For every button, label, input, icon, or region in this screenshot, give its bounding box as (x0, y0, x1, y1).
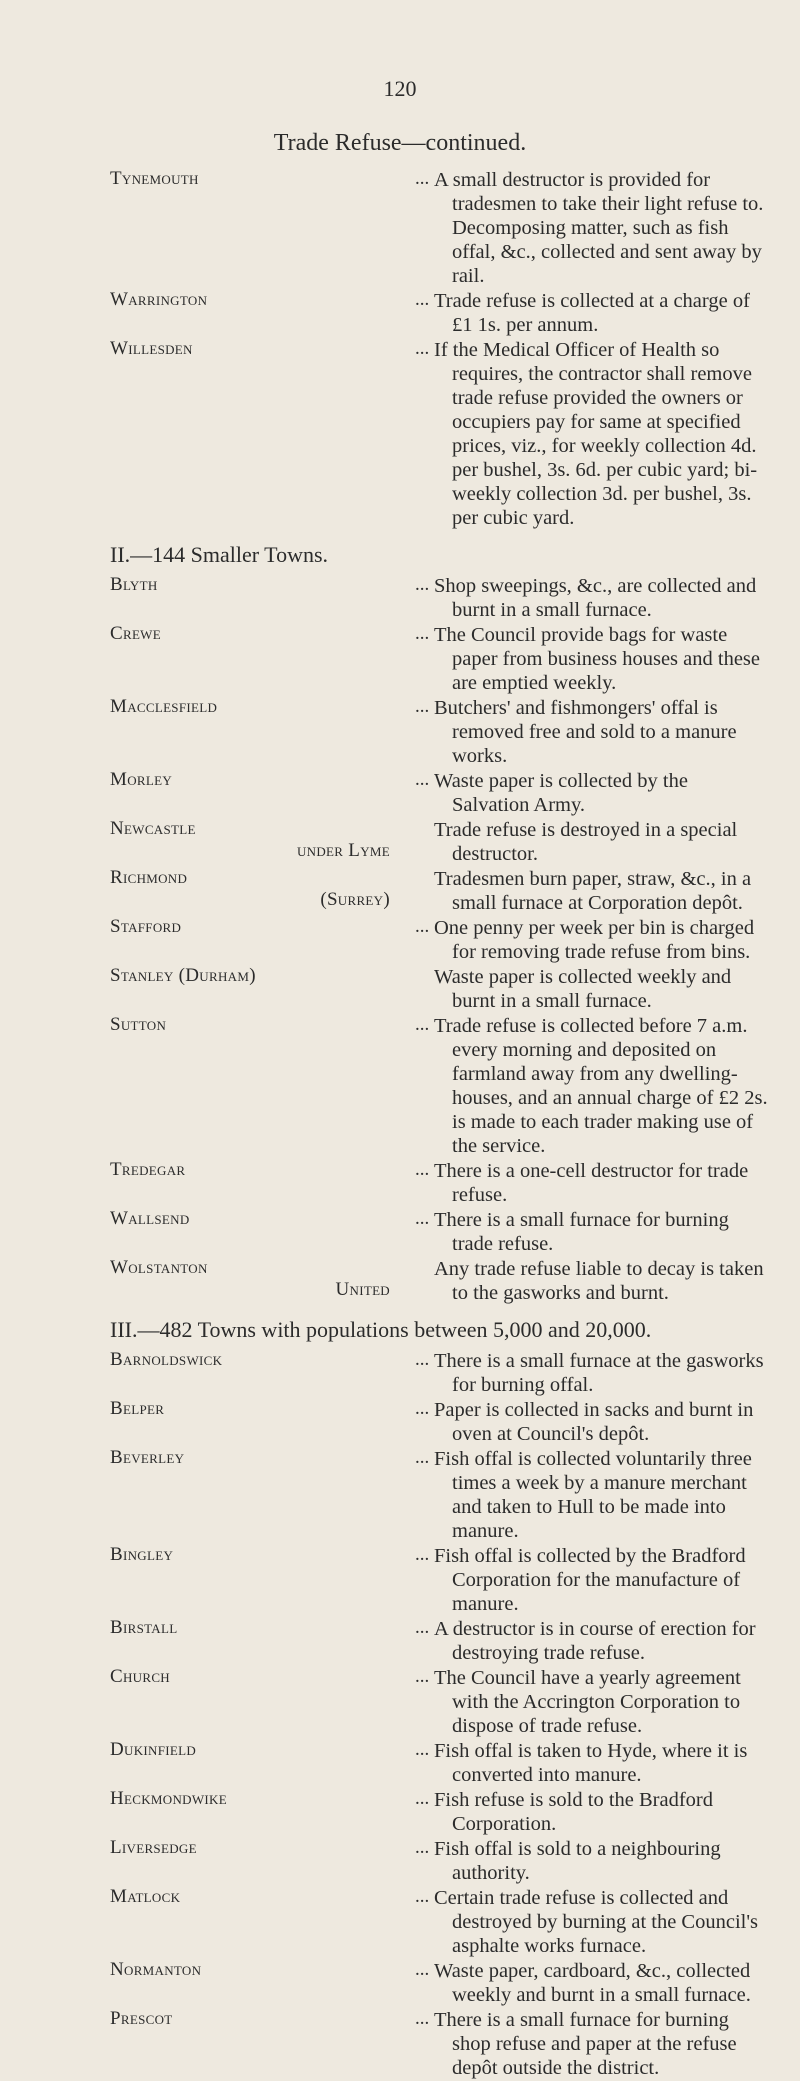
entry-row (0, 1208, 800, 1256)
entry-description: Waste paper is collected by the Salvation Army. (434, 770, 688, 816)
entry-description: The Council provide bags for waste paper from business houses and these are emptied weekly. (434, 624, 761, 694)
place-main: Liversedge (110, 1837, 197, 1858)
place-name (110, 818, 400, 862)
entry-row (0, 1544, 800, 1616)
leader-dots: ... (415, 338, 430, 359)
entry-row (0, 1014, 800, 1158)
place-main: Macclesfield (110, 696, 218, 717)
entry-row (0, 1959, 800, 2007)
leader-dots: ... (415, 1886, 430, 1907)
leader-dots: ... (415, 1447, 430, 1468)
entry-row (0, 1837, 800, 1885)
leader-dots: ... (415, 623, 430, 644)
place-name (110, 867, 400, 911)
place-main: Stafford (110, 916, 182, 937)
place-main: Newcastle (110, 818, 196, 839)
place-main: Bingley (110, 1544, 174, 1565)
leader-dots: ... (415, 2008, 430, 2029)
leader-dots: ... (415, 574, 430, 595)
entry-row (0, 1349, 800, 1397)
leader-dots: ... (415, 289, 430, 310)
entry-description: Tradesmen burn paper, straw, &c., in a small furnace at Corporation depôt. (434, 868, 752, 914)
place-main: Wolstanton (110, 1257, 208, 1278)
place-name (110, 1257, 400, 1301)
leader-dots: ... (415, 1666, 430, 1687)
section-heading: II.—144 Smaller Towns. (110, 542, 329, 567)
place-sub: United (335, 1279, 390, 1300)
place-main: Morley (110, 769, 173, 790)
place-name (110, 1666, 400, 1688)
entry-row (0, 1886, 800, 1958)
place-name (110, 1398, 400, 1420)
entry-description: Shop sweepings, &c., are collected and burnt in a small furnace. (434, 575, 757, 621)
entry-description: Any trade refuse liable to decay is taken to the gasworks and burnt. (434, 1258, 764, 1304)
entry-description: Fish offal is taken to Hyde, where it is converted into manure. (434, 1740, 748, 1786)
place-name (110, 338, 400, 360)
leader-dots: ... (415, 696, 430, 717)
place-main: Beverley (110, 1447, 185, 1468)
entry-description: Trade refuse is collected before 7 a.m. every morning and deposited on farmland away from any dwelling-houses, and an annual charge of £2 2s. is made to each trader making use of the service. (434, 1015, 768, 1157)
place-name (110, 1014, 400, 1036)
place-name (110, 1544, 400, 1566)
entry-row (0, 289, 800, 337)
entry-row (0, 338, 800, 530)
page-number: 120 (383, 76, 417, 101)
entry-row (0, 1666, 800, 1738)
place-name (110, 1739, 400, 1761)
entry-row (0, 769, 800, 817)
place-main: Blyth (110, 574, 158, 595)
place-main: Tredegar (110, 1159, 186, 1180)
section-heading: III.—482 Towns with populations between 5,000 and 20,000. (110, 1317, 652, 1342)
leader-dots: ... (415, 1349, 430, 1370)
place-name (110, 623, 400, 645)
leader-dots: ... (415, 1159, 430, 1180)
leader-dots: ... (415, 1788, 430, 1809)
entry-row (0, 623, 800, 695)
place-main: Richmond (110, 867, 188, 888)
place-name (110, 1159, 400, 1181)
place-main: Church (110, 1666, 170, 1687)
place-name (110, 1617, 400, 1639)
entry-description: The Council have a yearly agreement with the Accrington Corporation to dispose of trade refuse. (434, 1667, 741, 1737)
place-sub: (Surrey) (320, 889, 390, 910)
entry-row (0, 2008, 800, 2080)
entry-description: One penny per week per bin is charged for removing trade refuse from bins. (434, 917, 755, 963)
place-name (110, 1208, 400, 1230)
entry-row (0, 1398, 800, 1446)
place-main: Normanton (110, 1959, 202, 1980)
place-main: Wallsend (110, 1208, 190, 1229)
entry-row (0, 1617, 800, 1665)
place-main: Sutton (110, 1014, 167, 1035)
section-2 (0, 1317, 800, 2080)
entry-description: Fish offal is collected voluntarily three times a week by a manure merchant and taken to Hull to be made into manure. (434, 1448, 752, 1542)
place-main: Tynemouth (110, 168, 199, 189)
place-sub: under Lyme (296, 840, 390, 861)
place-main: Belper (110, 1398, 165, 1419)
entry-description: There is a one-cell destructor for trade refuse. (434, 1160, 749, 1206)
leader-dots: ... (415, 1014, 430, 1035)
leader-dots: ... (415, 1398, 430, 1419)
entry-description: There is a small furnace at the gasworks for burning offal. (434, 1350, 764, 1396)
place-name (110, 965, 400, 987)
leader-dots: ... (415, 1837, 430, 1858)
entry-row (0, 916, 800, 964)
entry-row (0, 574, 800, 622)
place-name (110, 1837, 400, 1859)
place-main: Warrington (110, 289, 208, 310)
section-0 (0, 168, 800, 530)
leader-dots: ... (415, 769, 430, 790)
entry-description: Fish offal is sold to a neighbouring authority. (434, 1838, 721, 1884)
entry-description: If the Medical Officer of Health so requires, the contractor shall remove trade refuse provided the owners or occupiers pay for same at specified prices, viz., for weekly collection 4d. per bushel, 3s. 6d. per cubic yard; bi-weekly collection 3d. per bushel, 3s. per cubic yard. (434, 339, 758, 529)
entry-description: There is a small furnace for burning trade refuse. (434, 1209, 729, 1255)
entry-description: Fish offal is collected by the Bradford Corporation for the manufacture of manure. (434, 1545, 746, 1615)
place-name (110, 1349, 400, 1371)
entry-row (0, 696, 800, 768)
entry-row (0, 1257, 800, 1305)
entry-row (0, 168, 800, 288)
entry-row (0, 1447, 800, 1543)
place-main: Dukinfield (110, 1739, 197, 1760)
entry-description: Waste paper, cardboard, &c., collected weekly and burnt in a small furnace. (434, 1960, 751, 2006)
place-name (110, 168, 400, 190)
place-main: Crewe (110, 623, 161, 644)
entry-row (0, 1159, 800, 1207)
place-name (110, 769, 400, 791)
leader-dots: ... (415, 1739, 430, 1760)
leader-dots: ... (415, 1208, 430, 1229)
leader-dots: ... (415, 1544, 430, 1565)
entry-description: A destructor is in course of erection for destroying trade refuse. (434, 1618, 756, 1664)
place-name (110, 2008, 400, 2030)
place-main: Heckmondwike (110, 1788, 227, 1809)
place-name (110, 1447, 400, 1469)
entry-description: Butchers' and fishmongers' offal is removed free and sold to a manure works. (434, 697, 737, 767)
place-main: Matlock (110, 1886, 181, 1907)
entry-description: Trade refuse is destroyed in a special destructor. (434, 819, 738, 865)
place-main: Willesden (110, 338, 193, 359)
place-name (110, 289, 400, 311)
place-main: Prescot (110, 2008, 173, 2029)
entry-description: A small destructor is provided for tradesmen to take their light refuse to. Decomposing matter, such as fish offal, &c., collected and sent away by rail. (434, 169, 764, 287)
place-name (110, 1959, 400, 1981)
place-name (110, 574, 400, 596)
entry-row (0, 1788, 800, 1836)
leader-dots: ... (415, 1617, 430, 1638)
place-main: Stanley (Durham) (110, 965, 256, 986)
place-main: Barnoldswick (110, 1349, 223, 1370)
section-1 (0, 542, 800, 1305)
entry-description: Paper is collected in sacks and burnt in oven at Council's depôt. (434, 1399, 754, 1445)
document-body (0, 168, 800, 2081)
entry-description: There is a small furnace for burning shop refuse and paper at the refuse depôt outside the district. (434, 2009, 737, 2079)
entry-description: Trade refuse is collected at a charge of £1 1s. per annum. (434, 290, 750, 336)
entry-row (0, 867, 800, 915)
place-name (110, 696, 400, 718)
leader-dots: ... (415, 168, 430, 189)
leader-dots: ... (415, 916, 430, 937)
place-name (110, 1788, 400, 1810)
entry-description: Fish refuse is sold to the Bradford Corporation. (434, 1789, 713, 1835)
leader-dots: ... (415, 1959, 430, 1980)
entry-description: Waste paper is collected weekly and burnt in a small furnace. (434, 966, 732, 1012)
entry-description: Certain trade refuse is collected and destroyed by burning at the Council's asphalte works furnace. (434, 1887, 759, 1957)
place-name (110, 916, 400, 938)
place-main: Birstall (110, 1617, 178, 1638)
entry-row (0, 965, 800, 1013)
place-name (110, 1886, 400, 1908)
entry-row (0, 1739, 800, 1787)
entry-row (0, 818, 800, 866)
page-header: Trade Refuse—continued. (273, 130, 527, 156)
